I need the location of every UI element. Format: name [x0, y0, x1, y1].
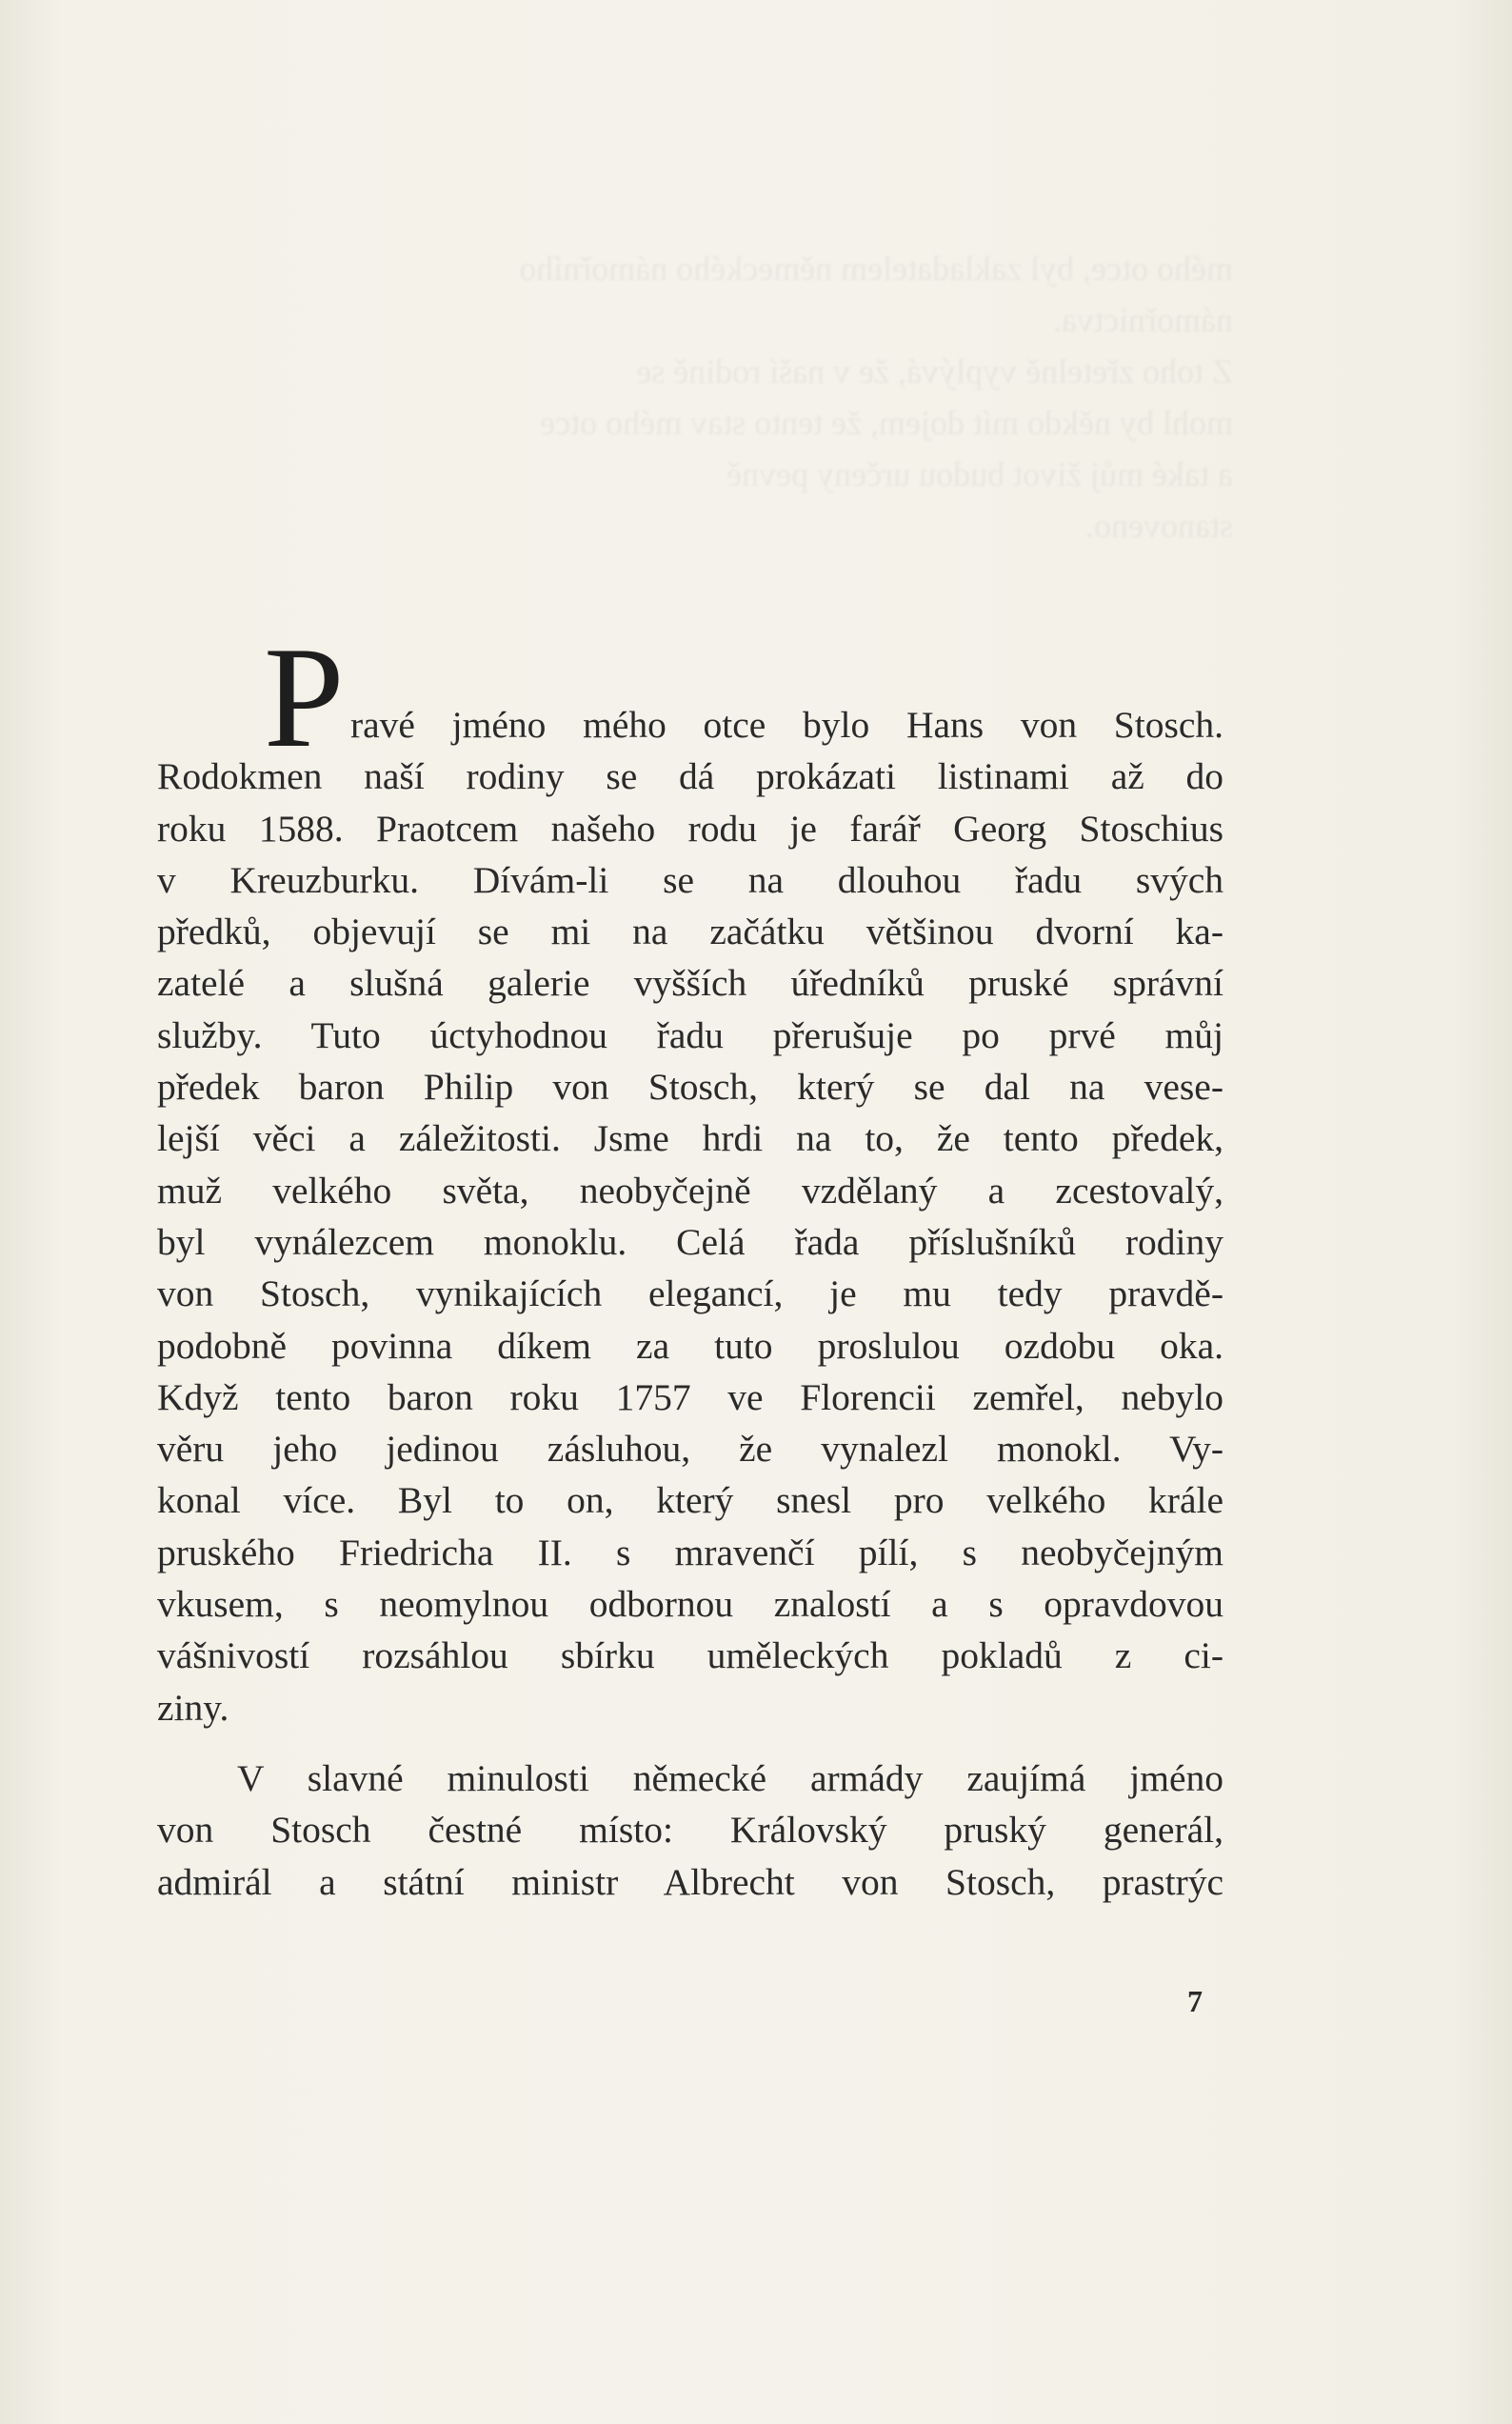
text-line: konal více. Byl to on, který snesl pro velkého krále — [157, 1479, 1224, 1522]
paragraph-1-lines — [157, 617, 1224, 1733]
text-line: V slavné minulosti německé armády zaujímá jméno — [237, 1756, 1224, 1799]
text-line: ravé jméno mého otce bylo Hans von Stosch. — [350, 704, 1224, 746]
body-text — [157, 617, 1224, 1908]
text-line: předek baron Philip von Stosch, který se dal na vese- — [157, 1066, 1224, 1109]
text-line: admirál a státní ministr Albrecht von Stosch, prastrýc — [157, 1860, 1224, 1903]
text-line: pruského Friedricha II. s mravenčí pílí, s neobyčejným — [157, 1531, 1224, 1573]
text-line: von Stosch čestné místo: Královský pruský generál, — [157, 1809, 1224, 1852]
text-line: Když tento baron roku 1757 ve Florencii zemřel, nebylo — [157, 1375, 1224, 1418]
text-line: roku 1588. Praotcem našeho rodu je farář Georg Stoschius — [157, 807, 1224, 850]
text-line: předků, objevují se mi na začátku většinou dvorní ka- — [157, 911, 1224, 953]
page-number: 7 — [1187, 1984, 1203, 2018]
text-line: ziny. — [157, 1686, 229, 1729]
text-line: v Kreuzburku. Dívám-li se na dlouhou řadu svých — [157, 858, 1224, 901]
text-line: muž velkého světa, neobyčejně vzdělaný a zcestovalý, — [157, 1169, 1224, 1212]
text-line: vkusem, s neomylnou odbornou znalostí a s opravdovou — [157, 1583, 1224, 1626]
drop-cap: P — [264, 617, 345, 777]
text-line: podobně povinna díkem za tuto proslulou ozdobu oka. — [157, 1324, 1224, 1367]
paragraph-1 — [157, 617, 1224, 1733]
text-line: vášnivostí rozsáhlou sbírku uměleckých pokladů z ci- — [157, 1634, 1224, 1677]
text-line: von Stosch, vynikajících elegancí, je mu tedy pravdě- — [157, 1272, 1224, 1315]
text-line: lejší věci a záležitosti. Jsme hrdi na to, že tento předek, — [157, 1117, 1224, 1160]
text-line: byl vynálezcem monoklu. Celá řada příslušníků rodiny — [157, 1220, 1224, 1263]
text-line: zatelé a slušná galerie vyšších úředníků pruské správní — [157, 962, 1224, 1005]
show-through-text: mého otce, byl zakladatelem německého námořního námořnictva. Z toho zřetelně vyplývá, že v naší rodině se mohl by někdo mít dojem, že tento stav mého otce a také můj život budou určeny pevně stanoveno. — [519, 250, 1233, 545]
text-line: Rodokmen naší rodiny se dá prokázati listinami až do — [157, 755, 1224, 798]
text-line: služby. Tuto úctyhodnou řadu přerušuje po prvé můj — [157, 1013, 1224, 1056]
text-line: věru jeho jedinou zásluhou, že vynalezl monokl. Vy- — [157, 1428, 1224, 1471]
paragraph-2 — [157, 1753, 1224, 1908]
